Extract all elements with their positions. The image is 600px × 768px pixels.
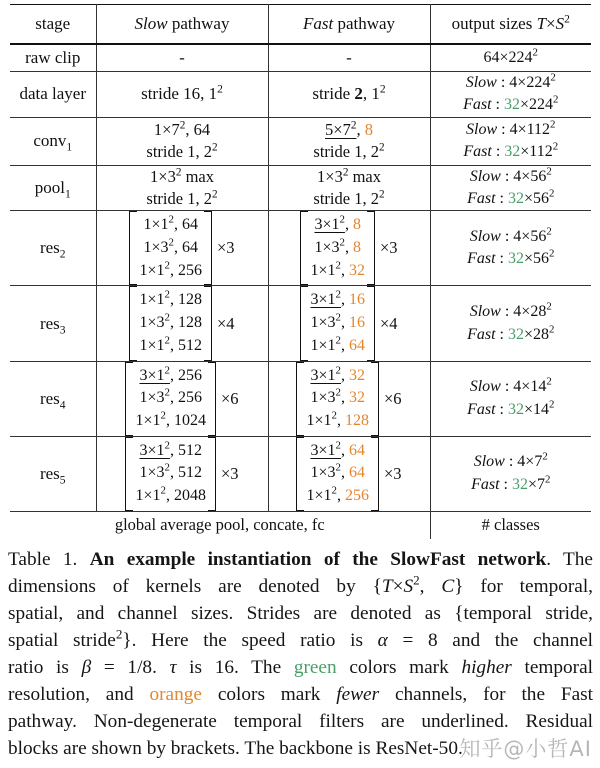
footer-pool-cell: global average pool, concate, fc xyxy=(10,511,430,539)
res5-slow-cell xyxy=(96,436,268,511)
data-layer-slow-cell: stride 16, $1^2$ xyxy=(96,71,268,117)
stage-pool1: pool$_1$ xyxy=(10,165,96,211)
caption-line-7: pathway. Non-degenerate temporal filters are underlined. Residual xyxy=(8,711,593,732)
row-res4 xyxy=(10,361,591,436)
res4-fast-cell xyxy=(268,361,430,436)
conv1-output-cell: Slow : $4\times 112^2$ Fast : $32\times 112^2$ xyxy=(430,117,591,165)
stage-conv1: conv$_1$ xyxy=(10,117,96,165)
stage-res2: res$_2$ xyxy=(10,211,96,286)
residual-block-bracket: $1\times 1^2$, 64 $1\times 3^2$, 64 $1\times 1^2$, 256 xyxy=(129,211,211,285)
block-multiplier: ×3 xyxy=(383,463,402,483)
pool1-slow-cell: $1\times 3^2$ max stride 1, $2^2$ xyxy=(96,165,268,211)
header-output-sizes: output sizes $T\times S^2$ xyxy=(430,5,591,45)
table-caption xyxy=(8,546,593,762)
header-stage: stage xyxy=(10,5,96,45)
residual-block-bracket: $3\times 1^2$, 8 $1\times 3^2$, 8 $1\times 1^2$, 32 xyxy=(300,211,374,285)
residual-block-bracket: $3\times 1^2$, 512 $1\times 3^2$, 512 $1\times 1^2$, 2048 xyxy=(125,437,215,511)
block-multiplier: ×3 xyxy=(220,463,239,483)
network-instantiation-table xyxy=(10,4,591,539)
stage-res4: res$_4$ xyxy=(10,361,96,436)
stage-res5: res$_5$ xyxy=(10,436,96,511)
green-highlight: green xyxy=(293,657,337,678)
stage-data-layer: data layer xyxy=(10,71,96,117)
data-layer-fast-cell: stride 2, $1^2$ xyxy=(268,71,430,117)
row-res5 xyxy=(10,436,591,511)
row-pool1 xyxy=(10,165,591,211)
conv1-slow-cell: $1\times 7^2$, 64 stride 1, $2^2$ xyxy=(96,117,268,165)
header-slow-pathway: Slow pathway xyxy=(96,5,268,45)
row-res2 xyxy=(10,211,591,286)
caption-line-8: blocks are shown by brackets. The backbone is ResNet-50. xyxy=(8,738,463,759)
slowfast-table xyxy=(10,4,591,539)
row-data-layer xyxy=(10,71,591,117)
caption-line-1: Table 1. An example instantiation of the SlowFast network. The xyxy=(8,549,593,570)
res4-output-cell: Slow : $4\times 14^2$ Fast : $32\times 14^2$ xyxy=(430,361,591,436)
pool1-fast-cell: $1\times 3^2$ max stride 1, $2^2$ xyxy=(268,165,430,211)
block-multiplier: ×3 xyxy=(216,238,235,258)
raw-clip-output-cell: $64\times 224^2$ xyxy=(430,44,591,71)
res2-slow-cell xyxy=(96,211,268,286)
stage-raw-clip: raw clip xyxy=(10,44,96,71)
block-multiplier: ×6 xyxy=(220,388,239,408)
row-footer xyxy=(10,511,591,539)
caption-line-3: spatial, and channel sizes. Strides are denoted as {temporal stride, xyxy=(8,603,593,624)
pool1-output-cell: Slow : $4\times 56^2$ Fast : $32\times 56^2$ xyxy=(430,165,591,211)
block-multiplier: ×6 xyxy=(383,388,402,408)
res3-output-cell: Slow : $4\times 28^2$ Fast : $32\times 28^2$ xyxy=(430,286,591,361)
caption-line-6: resolution, and orange colors mark fewer channels, for the Fast xyxy=(8,684,594,705)
table-header-row xyxy=(10,5,591,45)
block-multiplier: ×4 xyxy=(216,313,235,333)
footer-classes-cell: # classes xyxy=(430,511,591,539)
block-multiplier: ×4 xyxy=(379,313,398,333)
row-conv1 xyxy=(10,117,591,165)
residual-block-bracket: $3\times 1^2$, 256 $1\times 3^2$, 256 $1\times 1^2$, 1024 xyxy=(125,362,215,436)
orange-highlight: orange xyxy=(149,684,202,705)
caption-line-5: ratio is β = 1/8. τ is 16. The green colors mark higher temporal xyxy=(8,657,593,678)
header-fast-pathway: Fast pathway xyxy=(268,5,430,45)
residual-block-bracket: $3\times 1^2$, 32 $1\times 3^2$, 32 $1\times 1^2$, 128 xyxy=(296,362,378,436)
res5-output-cell: Slow : $4\times 7^2$ Fast : $32\times 7^2$ xyxy=(430,436,591,511)
raw-clip-fast-cell: - xyxy=(268,44,430,71)
conv1-fast-cell: $5\times 7^2$, 8 stride 1, $2^2$ xyxy=(268,117,430,165)
row-raw-clip xyxy=(10,44,591,71)
data-layer-output-cell: Slow : $4\times 224^2$ Fast : $32\times 224^2$ xyxy=(430,71,591,117)
res4-slow-cell xyxy=(96,361,268,436)
watermark: 知乎@小哲AI xyxy=(459,737,592,761)
residual-block-bracket: $3\times 1^2$, 64 $1\times 3^2$, 64 $1\times 1^2$, 256 xyxy=(296,437,378,511)
block-multiplier: ×3 xyxy=(379,238,398,258)
row-res3 xyxy=(10,286,591,361)
residual-block-bracket: $3\times 1^2$, 16 $1\times 3^2$, 16 $1\times 1^2$, 64 xyxy=(300,286,374,360)
res2-output-cell: Slow : $4\times 56^2$ Fast : $32\times 56^2$ xyxy=(430,211,591,286)
residual-block-bracket: $1\times 1^2$, 128 $1\times 3^2$, 128 $1\times 1^2$, 512 xyxy=(129,286,211,360)
raw-clip-slow-cell: - xyxy=(96,44,268,71)
res3-slow-cell xyxy=(96,286,268,361)
res5-fast-cell xyxy=(268,436,430,511)
caption-line-4: spatial stride$^2$}. Here the speed ratio is α = 8 and the channel xyxy=(8,626,593,651)
stage-res3: res$_3$ xyxy=(10,286,96,361)
caption-line-2: dimensions of kernels are denoted by {$T\times S^2$, C} for temporal, xyxy=(8,572,594,597)
res3-fast-cell xyxy=(268,286,430,361)
res2-fast-cell xyxy=(268,211,430,286)
